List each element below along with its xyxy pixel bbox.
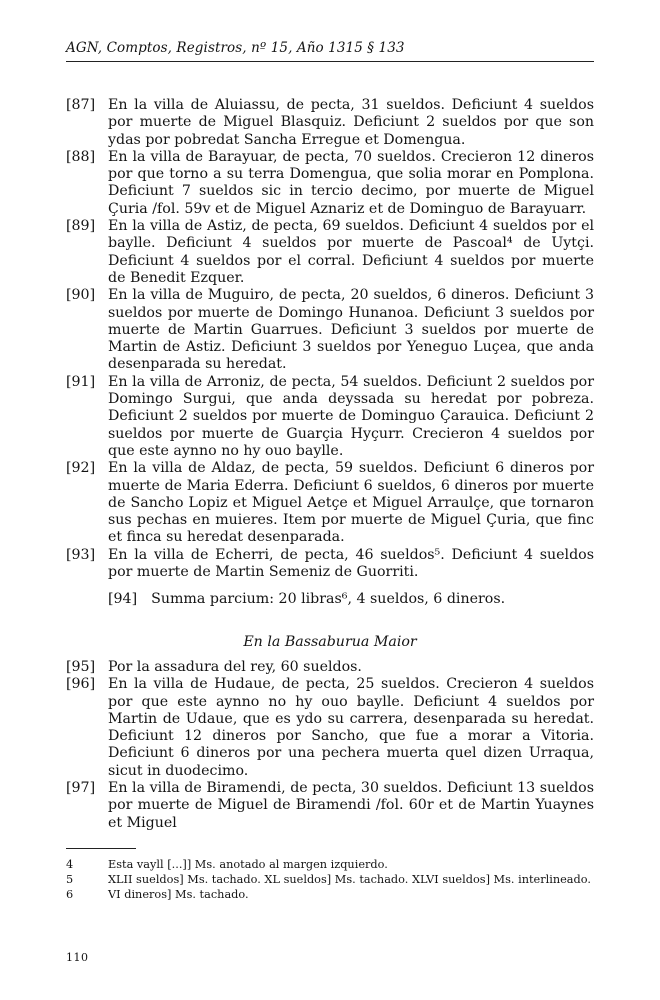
entry-number: [91] [66, 373, 96, 390]
header-rule [66, 61, 594, 62]
footnote-number: 5 [66, 873, 74, 886]
entry-text: En la villa de Aldaz, de pecta, 59 sueldos. Deficiunt 6 dineros por muerte de Maria Ederra. Deficiunt 6 sueldos, 6 dineros por muerte de Sancho Lopiz et Miguel Aetçe et Miguel Arraulçe, que tornaron sus pechas en muieres. Item por muerte de Miguel Çuria, que finc et finca su heredat desenparada. [108, 460, 594, 546]
summa-number: [94] [108, 591, 138, 608]
section-heading: En la Bassaburua Maior [243, 633, 417, 650]
footnotes [66, 857, 594, 902]
footnote-number: 4 [66, 858, 74, 871]
summa-entry [66, 591, 594, 608]
entry-text: En la villa de Echerri, de pecta, 46 sueldos⁵. Deficiunt 4 sueldos por muerte de Martin Semeniz de Guorriti. [108, 546, 594, 581]
entry [66, 97, 594, 149]
entry-text: En la villa de Muguiro, de pecta, 20 sueldos, 6 dineros. Deficiunt 3 sueldos por muerte de Domingo Hunanoa. Deficiunt 3 sueldos por muerte de Martin Guarrues. Deficiunt 3 sueldos por muerte de Martin de Astiz. Deficiunt 3 sueldos por Yeneguo Luçea, que anda desenparada su heredat. [108, 287, 594, 373]
entry-number: [88] [66, 148, 96, 165]
entry-number: [96] [66, 676, 96, 693]
footnote-text: Esta vayll [...]] Ms. anotado al margen izquierdo. [108, 858, 388, 871]
entries-group-b [66, 659, 594, 832]
entry [66, 780, 594, 832]
entry-text: En la villa de Biramendi, de pecta, 30 sueldos. Deficiunt 13 sueldos por muerte de Miguel de Biramendi /fol. 60r et de Martin Yuaynes et Miguel [108, 779, 594, 831]
entry-text: En la villa de Arroniz, de pecta, 54 sueldos. Deficiunt 2 sueldos por Domingo Surgui, que anda deyssada su heredat por pobreza. Deficiunt 2 sueldos por muerte de Dominguo Çarauica. Deficiunt 2 sueldos por muerte de Guarçia Hyçurr. Crecieron 4 sueldos por que este aynno no hy ouo baylle. [108, 373, 594, 459]
footnote-text: VI dineros] Ms. tachado. [108, 888, 249, 901]
entry-number: [95] [66, 658, 96, 675]
footnote [66, 872, 594, 887]
page-number: 110 [66, 951, 89, 964]
entry [66, 149, 594, 218]
entry-text: Por la assadura del rey, 60 sueldos. [108, 658, 362, 675]
entry-number: [93] [66, 546, 96, 563]
main-text [66, 97, 594, 832]
entry-text: En la villa de Aluiassu, de pecta, 31 sueldos. Deficiunt 4 sueldos por muerte de Miguel Blasquiz. Deficiunt 2 sueldos por que son ydas por pobredat Sancha Erregue et Domengua. [108, 97, 594, 148]
entry-number: [87] [66, 97, 96, 113]
entry [66, 547, 594, 582]
entry-text: En la villa de Hudaue, de pecta, 25 sueldos. Crecieron 4 sueldos por que este aynno no hy ouo baylle. Deficiunt 4 sueldos por Martin de Udaue, que es ydo su carrera, desenparada su heredat. Deficiunt 12 dineros por Sancho, que fue a morar a Vitoria. Deficiunt 6 dineros por una pechera muerta quel dizen Urraqua, sicut in duodecimo. [108, 676, 594, 779]
entry-text: En la villa de Astiz, de pecta, 69 sueldos. Deficiunt 4 sueldos por el baylle. Deficiunt 4 sueldos por muerte de Pascoal⁴ de Uytçi. Deficiunt 4 sueldos por el corral. Deficiunt 4 sueldos por muerte de Benedit Ezquer. [108, 218, 594, 286]
summa-text: Summa parcium: 20 libras⁶, 4 sueldos, 6 dineros. [151, 591, 506, 608]
entries-group-a [66, 97, 594, 581]
entry-number: [92] [66, 460, 96, 477]
entry [66, 287, 594, 373]
entry [66, 218, 594, 287]
running-header: AGN, Comptos, Registros, nº 15, Año 1315 § 133 [66, 40, 405, 56]
footnote-text: XLII sueldos] Ms. tachado. XL sueldos] Ms. tachado. XLVI sueldos] Ms. interlineado. [108, 873, 591, 886]
entry-number: [89] [66, 218, 96, 235]
entry-text: En la villa de Barayuar, de pecta, 70 sueldos. Crecieron 12 dineros por que torno a su terra Domengua, que solia morar en Pomplona. Deficiunt 7 sueldos sic in tercio decimo, por muerte de Miguel Çuria /fol. 59v et de Miguel Aznariz et de Dominguo de Barayuarr. [108, 148, 594, 217]
entry [66, 374, 594, 460]
entry-number: [97] [66, 779, 96, 796]
footnote [66, 857, 594, 872]
entry [66, 676, 594, 780]
footnote [66, 887, 594, 902]
entry-number: [90] [66, 287, 96, 304]
footnote-rule [66, 848, 136, 849]
entry [66, 659, 594, 676]
footnote-number: 6 [66, 888, 74, 901]
entry [66, 460, 594, 546]
